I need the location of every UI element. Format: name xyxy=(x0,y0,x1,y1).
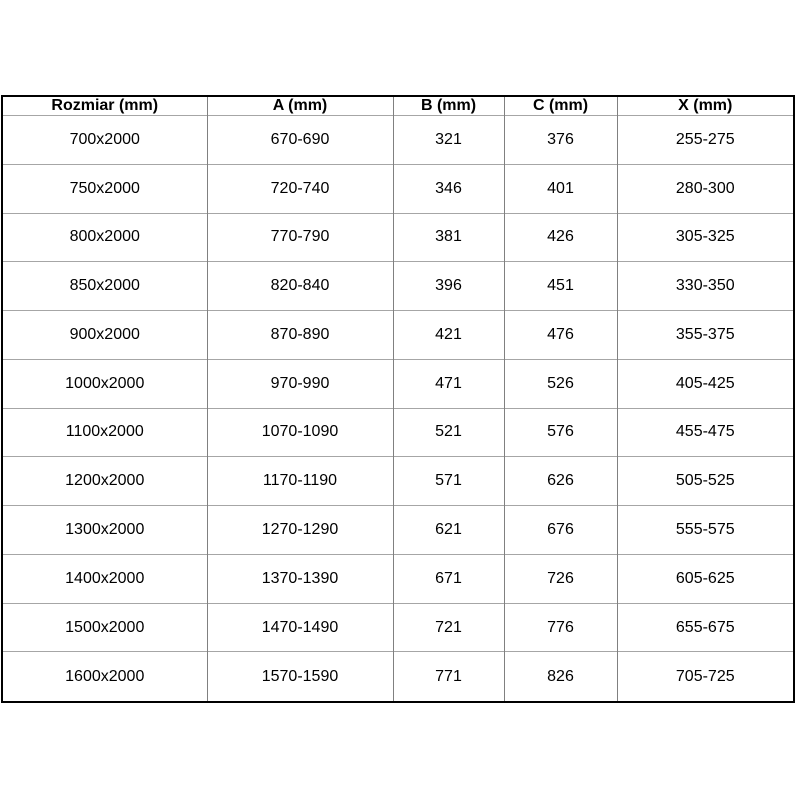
table-row xyxy=(2,457,794,506)
table-cell: 1570-1590 xyxy=(207,652,393,702)
table-cell: 820-840 xyxy=(207,262,393,311)
table-cell: 626 xyxy=(504,457,617,506)
table-cell: 720-740 xyxy=(207,164,393,213)
table-cell: 455-475 xyxy=(617,408,794,457)
table-cell: 621 xyxy=(393,506,504,555)
table-cell: 671 xyxy=(393,554,504,603)
table-cell: 571 xyxy=(393,457,504,506)
table-cell: 776 xyxy=(504,603,617,652)
table-cell: 381 xyxy=(393,213,504,262)
table-header-row xyxy=(2,96,794,116)
table-cell: 321 xyxy=(393,116,504,165)
table-body xyxy=(2,116,794,703)
table-cell: 1070-1090 xyxy=(207,408,393,457)
table-cell: 1600x2000 xyxy=(2,652,207,702)
table-cell: 526 xyxy=(504,359,617,408)
table-cell: 721 xyxy=(393,603,504,652)
table-cell: 426 xyxy=(504,213,617,262)
table-cell: 255-275 xyxy=(617,116,794,165)
table-row xyxy=(2,408,794,457)
table-cell: 1370-1390 xyxy=(207,554,393,603)
table-cell: 280-300 xyxy=(617,164,794,213)
table-row xyxy=(2,213,794,262)
table-cell: 655-675 xyxy=(617,603,794,652)
table-cell: 346 xyxy=(393,164,504,213)
table-cell: 421 xyxy=(393,311,504,360)
table-cell: 770-790 xyxy=(207,213,393,262)
table-cell: 705-725 xyxy=(617,652,794,702)
table-cell: 1300x2000 xyxy=(2,506,207,555)
table-cell: 505-525 xyxy=(617,457,794,506)
table-cell: 476 xyxy=(504,311,617,360)
table-cell: 1100x2000 xyxy=(2,408,207,457)
table-cell: 900x2000 xyxy=(2,311,207,360)
table-header xyxy=(2,96,794,116)
table-cell: 800x2000 xyxy=(2,213,207,262)
table-cell: 1270-1290 xyxy=(207,506,393,555)
table-cell: 1000x2000 xyxy=(2,359,207,408)
table-cell: 605-625 xyxy=(617,554,794,603)
table-cell: 305-325 xyxy=(617,213,794,262)
table-row xyxy=(2,164,794,213)
table-row xyxy=(2,603,794,652)
table-cell: 1400x2000 xyxy=(2,554,207,603)
table-cell: 330-350 xyxy=(617,262,794,311)
column-header-3: C (mm) xyxy=(504,96,617,116)
table-cell: 471 xyxy=(393,359,504,408)
table-row xyxy=(2,262,794,311)
table-cell: 670-690 xyxy=(207,116,393,165)
table-cell: 451 xyxy=(504,262,617,311)
table-row xyxy=(2,554,794,603)
table-cell: 870-890 xyxy=(207,311,393,360)
table-cell: 1500x2000 xyxy=(2,603,207,652)
column-header-4: X (mm) xyxy=(617,96,794,116)
table-cell: 700x2000 xyxy=(2,116,207,165)
table-cell: 555-575 xyxy=(617,506,794,555)
table-cell: 1170-1190 xyxy=(207,457,393,506)
table-row xyxy=(2,311,794,360)
table-cell: 970-990 xyxy=(207,359,393,408)
column-header-0: Rozmiar (mm) xyxy=(51,97,159,114)
table-row xyxy=(2,116,794,165)
table-cell: 355-375 xyxy=(617,311,794,360)
table-cell: 576 xyxy=(504,408,617,457)
table-cell: 1200x2000 xyxy=(2,457,207,506)
table-row xyxy=(2,652,794,702)
table-cell: 676 xyxy=(504,506,617,555)
table-cell: 1470-1490 xyxy=(207,603,393,652)
table-cell: 726 xyxy=(504,554,617,603)
table-cell: 771 xyxy=(393,652,504,702)
table-cell: 396 xyxy=(393,262,504,311)
table-row xyxy=(2,506,794,555)
column-header-2: B (mm) xyxy=(393,96,504,116)
dimensions-table xyxy=(1,95,795,703)
table-cell: 376 xyxy=(504,116,617,165)
table-cell: 401 xyxy=(504,164,617,213)
table-cell: 521 xyxy=(393,408,504,457)
table-cell: 750x2000 xyxy=(2,164,207,213)
table-row xyxy=(2,359,794,408)
table-cell: 405-425 xyxy=(617,359,794,408)
column-header-1: A (mm) xyxy=(207,96,393,116)
table-cell: 850x2000 xyxy=(2,262,207,311)
table-cell: 826 xyxy=(504,652,617,702)
